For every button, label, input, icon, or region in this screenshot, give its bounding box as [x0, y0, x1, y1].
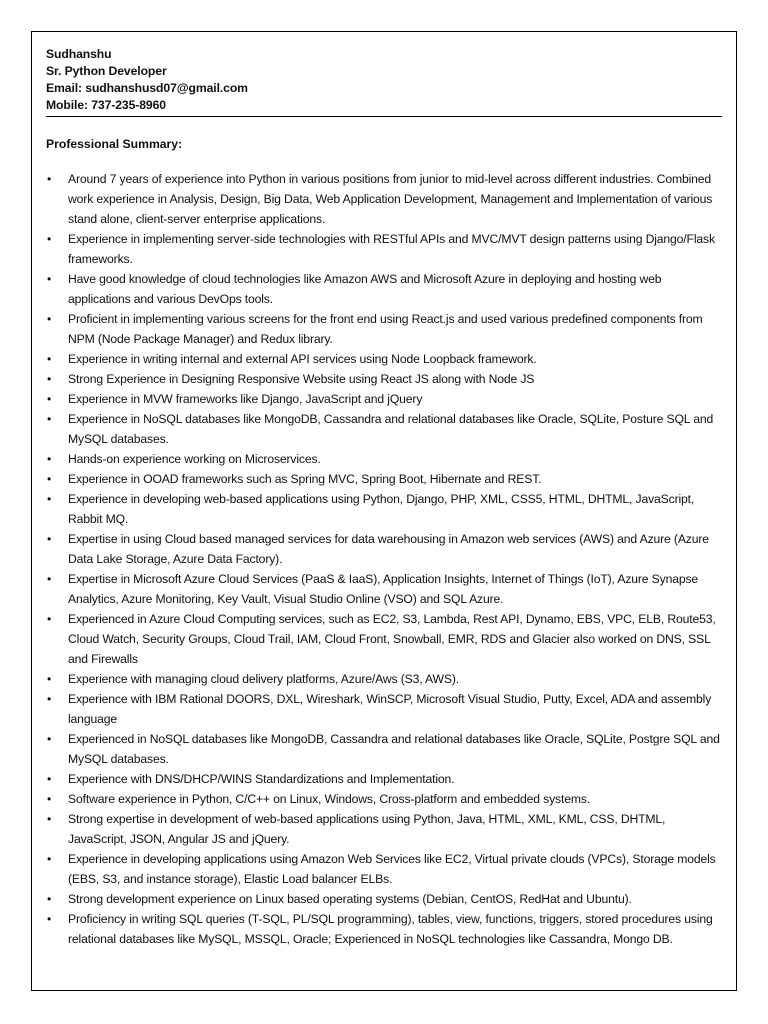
summary-bullet-item [46, 689, 722, 729]
summary-bullet-item [46, 369, 722, 389]
summary-bullet-text: Experience in developing applications using Amazon Web Services like EC2, Virtual private clouds (VPCs), Storage models (EBS, S3, and instance storage), Elastic Load balancer ELBs. [68, 852, 716, 886]
summary-heading: Professional Summary: [46, 137, 183, 151]
bullet-icon: • [47, 792, 52, 806]
bullet-icon: • [47, 672, 52, 686]
summary-bullet-item [46, 609, 722, 669]
summary-bullet-text: Strong Experience in Designing Responsive Website using React JS along with Node JS [68, 372, 535, 386]
bullet-icon: • [47, 372, 52, 386]
bullet-icon: • [47, 232, 52, 246]
summary-bullet-text: Experience with managing cloud delivery platforms, Azure/Aws (S3, AWS). [68, 672, 460, 686]
summary-bullet-item [46, 789, 722, 809]
summary-bullet-text: Experience in developing web-based applications using Python, Django, PHP, XML, CSS5, HTML, DHTML, JavaScript, Rabbit MQ. [68, 492, 695, 526]
bullet-icon: • [47, 732, 52, 746]
summary-bullet-text: Proficient in implementing various screens for the front end using React.js and used various predefined components from NPM (Node Package Manager) and Redux library. [68, 312, 703, 346]
summary-bullet-item [46, 769, 722, 789]
summary-bullet-item [46, 489, 722, 529]
bullet-icon: • [47, 692, 52, 706]
summary-bullet-item [46, 409, 722, 449]
bullet-icon: • [47, 472, 52, 486]
candidate-name: Sudhanshu [46, 47, 112, 61]
summary-bullet-item [46, 529, 722, 569]
summary-bullet-item [46, 729, 722, 769]
summary-bullet-item [46, 389, 722, 409]
candidate-mobile: Mobile: 737-235-8960 [46, 98, 166, 112]
summary-bullet-item [46, 849, 722, 889]
summary-bullet-item [46, 809, 722, 849]
summary-list [46, 169, 722, 949]
summary-bullet-item [46, 569, 722, 609]
summary-bullet-text: Experience with DNS/DHCP/WINS Standardizations and Implementation. [68, 772, 455, 786]
summary-bullet-text: Experience in MVW frameworks like Django, JavaScript and jQuery [68, 392, 423, 406]
summary-bullet-text: Hands-on experience working on Microservices. [68, 452, 321, 466]
summary-bullet-text: Software experience in Python, C/C++ on Linux, Windows, Cross-platform and embedded systems. [68, 792, 591, 806]
summary-bullet-item [46, 229, 722, 269]
bullet-icon: • [47, 572, 52, 586]
bullet-icon: • [47, 392, 52, 406]
summary-bullet-text: Experience with IBM Rational DOORS, DXL, Wireshark, WinSCP, Microsoft Visual Studio, Putty, Excel, ADA and assembly language [68, 692, 712, 726]
summary-bullet-text: Experienced in Azure Cloud Computing services, such as EC2, S3, Lambda, Rest API, Dynamo, EBS, VPC, ELB, Route53, Cloud Watch, Security Groups, Cloud Trail, IAM, Cloud Front, Snowball, EMR, RDS and Glacier also worked on DNS, SSL and Firewalls [68, 612, 716, 666]
bullet-icon: • [47, 532, 52, 546]
bullet-icon: • [47, 172, 52, 186]
summary-bullet-text: Strong development experience on Linux based operating systems (Debian, CentOS, RedHat and Ubuntu). [68, 892, 632, 906]
bullet-icon: • [47, 852, 52, 866]
summary-bullet-text: Around 7 years of experience into Python in various positions from junior to mid-level across different industries. Combined work experience in Analysis, Design, Big Data, Web Application Development, Management and Implementation of various stand alone, client-server enterprise applications. [68, 172, 713, 226]
summary-bullet-item [46, 469, 722, 489]
summary-bullet-text: Strong expertise in development of web-based applications using Python, Java, HTML, XML, KML, CSS, DHTML, JavaScript, JSON, Angular JS and jQuery. [68, 812, 666, 846]
summary-bullet-text: Expertise in Microsoft Azure Cloud Services (PaaS & IaaS), Application Insights, Internet of Things (IoT), Azure Synapse Analytics, Azure Monitoring, Key Vault, Visual Studio Online (VSO) and SQL Azure. [68, 572, 699, 606]
resume-page [31, 31, 737, 991]
bullet-icon: • [47, 612, 52, 626]
summary-bullet-item [46, 669, 722, 689]
summary-bullet-text: Expertise in using Cloud based managed services for data warehousing in Amazon web services (AWS) and Azure (Azure Data Lake Storage, Azure Data Factory). [68, 532, 709, 566]
bullet-icon: • [47, 492, 52, 506]
bullet-icon: • [47, 892, 52, 906]
contact-header [46, 46, 722, 114]
bullet-icon: • [47, 912, 52, 926]
summary-bullet-item [46, 269, 722, 309]
summary-bullet-text: Proficiency in writing SQL queries (T-SQL, PL/SQL programming), tables, view, functions, triggers, stored procedures using relational databases like MySQL, MSSQL, Oracle; Experienced in NoSQL technologies like Cassandra, Mongo DB. [68, 912, 713, 946]
summary-bullet-text: Experience in implementing server-side technologies with RESTful APIs and MVC/MVT design patterns using Django/Flask frameworks. [68, 232, 715, 266]
bullet-icon: • [47, 412, 52, 426]
bullet-icon: • [47, 452, 52, 466]
summary-bullet-item [46, 349, 722, 369]
summary-bullet-item [46, 909, 722, 949]
candidate-email: Email: sudhanshusd07@gmail.com [46, 81, 248, 95]
bullet-icon: • [47, 772, 52, 786]
summary-bullet-item [46, 889, 722, 909]
summary-bullet-text: Experience in NoSQL databases like MongoDB, Cassandra and relational databases like Oracle, SQLite, Posture SQL and MySQL databases. [68, 412, 714, 446]
summary-bullet-text: Experience in OOAD frameworks such as Spring MVC, Spring Boot, Hibernate and REST. [68, 472, 542, 486]
summary-bullet-item [46, 309, 722, 349]
summary-bullet-text: Experienced in NoSQL databases like MongoDB, Cassandra and relational databases like Oracle, SQLite, Postgre SQL and MySQL databases. [68, 732, 720, 766]
summary-bullet-text: Have good knowledge of cloud technologies like Amazon AWS and Microsoft Azure in deploying and hosting web applications and various DevOps tools. [68, 272, 662, 306]
bullet-icon: • [47, 812, 52, 826]
bullet-icon: • [47, 352, 52, 366]
header-divider [46, 116, 722, 117]
bullet-icon: • [47, 272, 52, 286]
summary-bullet-item [46, 169, 722, 229]
candidate-title: Sr. Python Developer [46, 64, 167, 78]
summary-bullet-item [46, 449, 722, 469]
bullet-icon: • [47, 312, 52, 326]
summary-bullet-text: Experience in writing internal and external API services using Node Loopback framework. [68, 352, 537, 366]
